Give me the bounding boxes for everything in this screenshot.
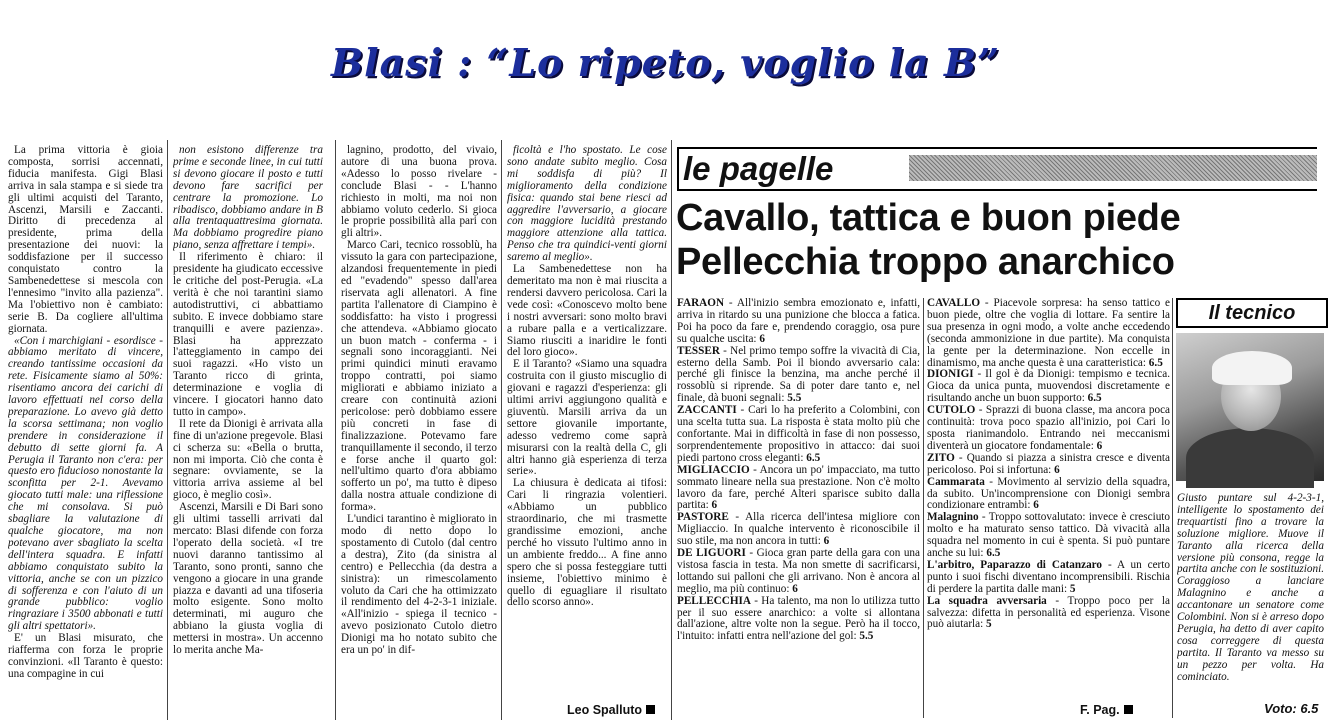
paragraph: Giusto puntare sul 4-2-3-1, intelligente lo spostamento dei trequartisti fino a trovare la soluzione migliore. Muove il Taranto alla ricerca della versione più consona, regge la partita anche con le sostituzioni. Coraggioso a lanciare Malagnino e anche a accantonare un senatore come Colombini. Non si è arreso dopo Perugia, ha detto di aver capito cosa correggere di questa partita. Il Taranto va messo su un pezzo per volta. Ha cominciato. — [1177, 493, 1324, 683]
player-name: MIGLIACCIO — [677, 463, 750, 476]
rating-comment: - Cari lo ha preferito a Colombini, con una scelta tutta sua. La risposta è stata molto più che confortante. Mai in difficoltà in fase di non possesso, sorprendentemente propositivo in attacco: dai suoi piedi partono cross eleganti: — [677, 404, 920, 464]
paragraph: L'undici tarantino è migliorato in modo di netto dopo lo spostamento di Cutolo (dal centro a destra), Zito (da sinistra al centro) e Pellecchia (da destra a sinistra): un rimescolamento voluto da Cari che ha ottimizzato il rendimento del 4-2-3-1 iniziale. «All'inizio - spiega il tecnico - avevo posizionato Cutolo dietro Dionigi ma ho notato subito che era un po' in dif- — [341, 513, 497, 657]
rating-comment: - Il gol è da Dionigi: tempismo e tecnica. Gioca da unica punta, muovendosi discretamente e risultando anche un buon supporto: — [927, 368, 1170, 405]
article-headline: Blasi : “Lo ripeto, voglio la B” — [331, 40, 1000, 85]
ratings-column-1 — [677, 298, 920, 718]
rating-comment: - Ha talento, ma non lo utilizza tutto per il suo essere anarchico: a volte si allontana dall'azione, altre volte non la segue. Però ha il tocco, l'intuito: infatti entra nell'azione del gol: — [677, 594, 920, 643]
rating-grade: 6 — [1033, 499, 1039, 512]
paragraph: lagnino, prodotto, del vivaio, autore di una buona prova. «Adesso lo posso rivelare - conclude Blasi - - L'hanno richiesto in molti, ma noi non abbiamo voluto cederlo. Si gioca le proprie possibilità alla pari con gli altri». — [341, 145, 497, 240]
player-name: CUTOLO — [927, 404, 976, 417]
rating-comment: - A un certo punto i suoi fischi diventano incomprensibili. Rischia di perdere la partita dalle mani: — [927, 558, 1170, 595]
column-divider — [923, 298, 924, 718]
ratings-column-2 — [927, 298, 1170, 718]
paragraph: La chiusura è dedicata ai tifosi: Cari li ringrazia volentieri. «Abbiamo un pubblico straordinario, che mi trasmette grandissime emozioni, anche perché ho vissuto l'ultimo anno in un ambiente freddo... A fine anno spero che si possa festeggiare tutti insieme, l'obiettivo minimo è quello di eguagliare il risultato dello scorso anno». — [507, 477, 667, 609]
ratings-title — [676, 196, 1326, 284]
rating-comment: - Troppo poco per la salvezza: difetta in personalità ed esperienza. Visone può aiutarla: — [927, 594, 1170, 631]
article-column-3 — [341, 145, 497, 721]
player-rating — [677, 596, 920, 644]
player-name: Cammarata — [927, 475, 985, 488]
paragraph: non esistono differenze tra prime e seconde linee, in cui tutti si devono giocare il posto e tutti devono fare sacrifici per centrare la promozione. Lo ribadisco, dobbiamo andare in B alla trentaquattresima giornata. Ma dobbiamo progredire piano piano, senza affrettare i tempi». — [173, 145, 323, 252]
paragraph: ficoltà e l'ho spostato. Le cose sono andate subito meglio. Cosa mi soddisfa di più? Il miglioramento della condizione fisica: quando stai bene riesci ad aggredire l'avversario, a giocare con maggiore lucidità prestando maggiore attenzione alla tattica. Penso che tra quindici-venti giorni saremo al meglio». — [507, 145, 667, 264]
column-divider — [167, 140, 168, 720]
voto-grade: Voto: 6.5 — [1264, 701, 1319, 716]
article-column-1 — [8, 145, 163, 721]
rating-comment: - Nel primo tempo soffre la vivacità di Cia, esterno della Samb. Poi il biondo avversario cala: perché gli finisce la benzina, ma anche perché il rossoblù si riprende. Sa di poter dare tanto e, nel finale, dà buoni segnali: — [677, 344, 920, 405]
player-name: PELLECCHIA — [677, 594, 751, 607]
paragraph: Marco Cari, tecnico rossoblù, ha vissuto la gara con partecipazione, alzandosi frequentemente in piedi ed "evadendo" spesso dall'area riservata agli allenatori. A fine partita l'allenatore di Ciampino è soddisfatto: ha visto i progressi che attendeva. «Abbiamo giocato un buon match - conferma - i segnali sono incoraggianti. Nei primi quindici minuti eravamo troppo contratti, poi siamo migliorati e abbiamo iniziato a creare con continuità azioni pericolose: però dobbiamo essere più concreti in fase di finalizzazione. Potevamo fare tranquillamente il secondo, il terzo e forse anche il quarto gol: nell'ultimo quarto d'ora abbiamo sofferto un po', ma tutto è dipeso dalla nostra attuale condizione di forma». — [341, 239, 497, 514]
paragraph: E' un Blasi misurato, che riafferma con forza le proprie convinzioni. «Il Taranto è questo: una compagine in cui — [8, 632, 163, 680]
tecnico-label: Il tecnico — [1176, 298, 1328, 328]
player-rating — [927, 405, 1170, 453]
player-name: La squadra avversaria — [927, 594, 1047, 607]
ratings-title-line-1: Cavallo, tattica e buon piede — [676, 197, 1181, 239]
paragraph: «Con i marchigiani - esordisce - abbiamo meritato di vincere, creando tantissime occasioni da rete. Fisicamente siamo al 50%: risentiamo ancora dei carichi di lavoro effettuati nel corso della preparazione. Lo avevo già detto la scorsa settimana; non voglio prendere in considerazione il debutto di sette giorni fa. A Perugia il Taranto non c'era: per questo ero fiducioso nonostante la sconfitta per 2-1. Avevamo giocato tutti male: una riflessione che mi consolava. Si può sbagliare la valutazione di qualche giocatore, ma non potevano aver sbagliato la scelta dell'intera squadra. E infatti abbiamo conquistato subito la vittoria, anche se con un pizzico di sofferenza e con l'aiuto di un grande pubblico: voglio ringraziare i 3500 abbonati e tutti gli altri spettatori». — [8, 334, 163, 633]
rating-comment: - Sprazzi di buona classe, ma ancora poca continuità: trova poco spazio all'inizio, poi Cari lo sposta rianimandolo. Entrando nei meccanismi diventerà un giocatore fondamentale: — [927, 404, 1170, 452]
player-rating — [927, 369, 1170, 405]
paragraph: Il riferimento è chiaro: il presidente ha giudicato eccessive le critiche del post-Perugia. «La verità è che noi tarantini siamo autodistruttivi, ci abbattiamo subito. E invece dobbiamo stare tranquilli e avere pazienza». Blasi ha apprezzato l'atteggiamento in campo dei suoi ragazzi. «Ho visto un Taranto ricco di grinta, determinazione e voglia di vincere. I giocatori hanno dato tutto in campo». — [173, 251, 323, 418]
rating-grade: 6.5 — [806, 451, 821, 464]
paragraph: Ascenzi, Marsili e Di Bari sono gli ultimi tasselli arrivati dal mercato: Blasi difende con forza l'operato della società. «I tre nuovi daranno tantissimo al Taranto, sono pronti, sanno che vengono a giocare in una grande piazza e davanti ad una tifoseria molto esigente. Sono molto determinati, mi auguro che abbiano la giusta voglia di mettersi in mostra». Un accenno lo merita anche Ma- — [173, 501, 323, 657]
rating-grade: 6 — [1096, 439, 1103, 452]
player-rating — [677, 346, 920, 406]
ratings-title-line-2: Pellecchia troppo anarchico — [676, 241, 1175, 283]
paragraph: E il Taranto? «Siamo una squadra costruita con il giusto miscuglio di giovani e ragazzi d'esperienza: gli ultimi arrivi aggiungono qualità e giuventù. Marsili arriva da un settore giovanile importante, adesso vedremo come saprà misurarsi con la realtà della C, gli altri hanno già esperienza di terza serie». — [507, 358, 667, 478]
pagelle-banner — [677, 147, 1317, 191]
player-rating — [927, 512, 1170, 560]
rating-grade: 6 — [792, 582, 798, 595]
rating-grade: 6 — [711, 499, 718, 512]
rating-grade: 5 — [1069, 582, 1076, 595]
article-column-4 — [507, 145, 667, 700]
column-divider — [501, 140, 502, 720]
column-divider — [1172, 298, 1173, 718]
player-name: FARAON — [677, 298, 725, 309]
player-name: CAVALLO — [927, 298, 981, 309]
player-name: DIONIGI — [927, 368, 974, 381]
player-rating — [927, 596, 1170, 632]
player-name: ZACCANTI — [677, 404, 737, 417]
player-rating — [677, 512, 920, 548]
rating-comment: - Troppo sottovalutato: invece è cresciuto molto e ha maturato senso tattico. Dà vivacità alla squadra nel momento in cui è spenta. Si può puntare anche su lui: — [927, 511, 1170, 560]
player-name: Malagnino — [927, 511, 979, 524]
rating-grade: 6.5 — [1087, 392, 1102, 405]
paragraph: La Sambenedettese non ha demeritato ma non è mai riuscita a rendersi davvero pericolosa. Cari la vede così: «Conoscevo molto bene i nostri avversari: sono molto bravi a rubare palla e a verticalizzare. Siamo riusciti a inaridire le fonti del loro gioco». — [507, 263, 667, 359]
player-rating — [927, 453, 1170, 477]
rating-grade: 6.5 — [1148, 356, 1163, 369]
coach-photo — [1176, 333, 1324, 481]
rating-grade: 5.5 — [859, 630, 874, 643]
column-divider — [671, 140, 672, 720]
player-name: ZITO — [927, 451, 955, 464]
rating-comment: - Movimento al servizio della squadra, da subito. Un'incomprensione con Dionigi sembra condizionare entrambi: — [927, 475, 1170, 512]
pagelle-label: le pagelle — [683, 150, 834, 187]
rating-grade: 6 — [823, 535, 830, 548]
rating-comment: - Gioca gran parte della gara con una vistosa fascia in testa. Ma non smette di sacrificarsi, lottando sui palloni che gli arrivano. Non è ancora al meglio, ma più continuo: — [677, 547, 920, 595]
player-rating — [927, 298, 1170, 369]
player-name: TESSER — [677, 344, 720, 357]
byline-author: Leo Spalluto — [567, 703, 655, 717]
rating-comment: - Piacevole sorpresa: ha senso tattico e buon piede, oltre che voglia di lottare. Fa sentire la sua presenza in ogni modo, a volte anche eccedendo (seconda ammonizione in due partite). Ma conquista la gente per la determinazione. Non eccelle in dinamismo, ma anche questa è una caratteristica: — [927, 298, 1170, 369]
player-rating — [927, 560, 1170, 596]
article-column-2 — [173, 145, 323, 721]
byline-author: F. Pag. — [1080, 703, 1133, 717]
player-name: PASTORE — [677, 511, 729, 524]
player-name: L'arbitro, Paparazzo di Catanzaro — [927, 558, 1103, 571]
player-rating — [677, 548, 920, 596]
rating-comment: - Quando si piazza a sinistra cresce e diventa pericoloso. Poi si infortuna: — [927, 451, 1170, 476]
rating-grade: 6 — [1054, 463, 1060, 476]
rating-grade: 6 — [759, 332, 765, 345]
rating-comment: - Alla ricerca dell'intesa migliore con Migliaccio. In qualche intervento è riconoscibile il suo stile, ma non ancora in tutti: — [677, 511, 920, 548]
player-rating — [927, 477, 1170, 513]
player-rating — [677, 298, 920, 346]
player-rating — [677, 405, 920, 465]
rating-comment: - All'inizio sembra emozionato e, infatti, arriva in ritardo su una punizione che blocca a fatica. Poi ha poco da fare e, prendendo coraggio, osa pure su qualche uscita: — [677, 298, 920, 345]
rating-comment: - Ancora un po' impacciato, ma tutto sommato lineare nella sua prestazione. Non c'è molto lavoro da fare, perché Alteri sparisce subito dalla partita: — [677, 463, 920, 512]
paragraph: Il rete da Dionigi è arrivata alla fine di un'azione pregevole. Blasi ci scherza su: «Bella o brutta, non mi importa. Ciò che conta è segnare: ovviamente, se la vittoria arriva assieme al bel gioco, è meglio così». — [173, 417, 323, 502]
banner-pattern — [909, 155, 1317, 181]
player-name: DE LIGUORI — [677, 547, 746, 560]
rating-grade: 5.5 — [787, 392, 802, 405]
rating-grade: 5 — [986, 618, 992, 631]
rating-grade: 6.5 — [986, 547, 1001, 560]
tecnico-text — [1177, 493, 1324, 693]
player-rating — [677, 465, 920, 513]
paragraph: La prima vittoria è gioia composta, sorrisi accennati, fiducia manifesta. Gigi Blasi arriva in sala stampa e si siede tra gli ultimi acquisti del Taranto, Ascenzi, Marsili e Zaccanti. Diritto di precedenza al presidente, prima della presentazione dei nuovi: la soddisfazione per il successo conquistato contro la Sambenedettese si mescola con l'ennesimo "invito alla pazienza". Ma l'obiettivo non è cambiato: serie B. Da cogliere all'ultima giornata. — [8, 145, 163, 335]
column-divider — [335, 140, 336, 720]
